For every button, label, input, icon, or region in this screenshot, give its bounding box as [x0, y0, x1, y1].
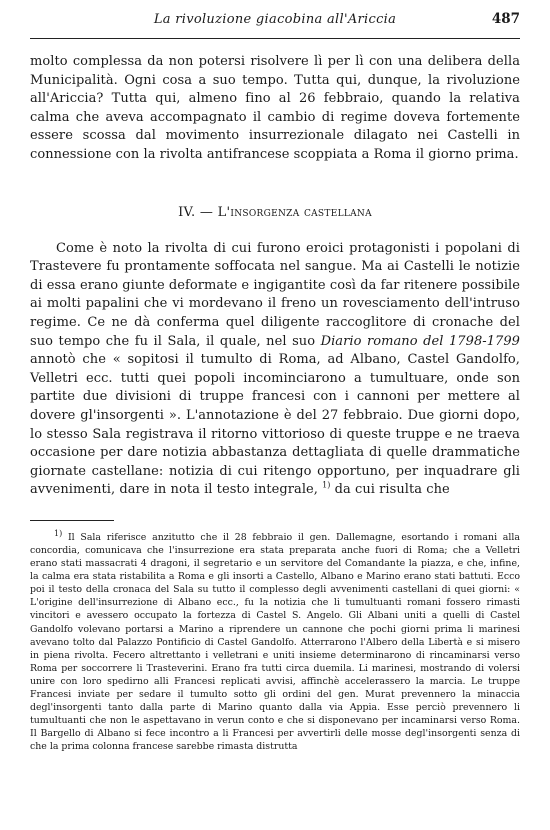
page-number: 487 — [491, 11, 520, 27]
section-title: L'insorgenza castellana — [217, 204, 372, 220]
footnote — [30, 528, 520, 754]
paragraph-text-2: annotò che « sopitosi il tumulto di Roma, ad Albano, Castel Gandolfo, Velletri ecc. tutti quei popoli incominciarono a tumultuare, onde son partite due divisioni di truppe francesi con i cannoni per mettere al dovere gl'insorgenti ». L'annotazione è del 27 febbraio. Due giorni dopo, lo stesso Sala registrava il ritorno vittorioso di queste truppe e ne traeva occasione per dare notizia abbastanza dettagliata di quelle drammatiche giornate castellane: notizia di cui ritengo opportuno, per inquadrare gli avvenimenti, dare in nota il testo integrale, — [30, 352, 520, 498]
diary-title: Diario romano del 1798-1799 — [320, 333, 520, 349]
paragraph-continued: molto complessa da non potersi risolvere lì per lì con una delibera della Municipalità. Ogni cosa a suo tempo. Tutta qui, dunque, la rivoluzione all'Ariccia? Tutta qui, almeno fino al 26 febbraio, quando la relativa calma che aveva accompagnato il cambio di regime doveva fortemente essere scossa dal movimento insurrezionale dilagato nei Castelli in connessione con la rivolta antifrancese scoppiata a Roma il giorno prima. — [30, 54, 520, 162]
running-title: La rivoluzione giacobina all'Ariccia — [153, 12, 397, 27]
page — [30, 0, 520, 753]
section-heading — [30, 205, 520, 220]
footnote-rule — [30, 520, 114, 521]
paragraph-text-3: da cui risulta che — [334, 482, 450, 498]
running-header — [30, 6, 520, 39]
footnote-reference[interactable]: 1) — [322, 480, 331, 490]
footnote-marker: 1) — [54, 528, 63, 538]
footnote-text: Il Sala riferisce anzitutto che il 28 febbraio il gen. Dallemagne, esortando i romani alla concordia, comunicava che l'insurrezione era stata preparata anche fuori di Roma; che a Velletri erano stati massacrati 4 dragoni, il segretario e un servitore del Comandante la piazza, e che, infine, la calma era stata ristabilita a Roma e gli insorti a Castello, Albano e Marino erano stati battuti. Ecco poi il testo della cronaca del Sala su tutto il complesso degli avvenimenti castellani di quei giorni: « L'origine dell'insurrezione di Albano ecc., fu la notizia che li tumultuanti romani fossero rimasti vincitori e avessero occupato la fortezza di Castel S. Angelo. Gli Albani uniti a quelli di Castel Gandolfo volevano portarsi a Marino a riprendere un cannone che pochi giorni prima li marinesi avevano tolto dal Palazzo Pontificio di Castel Gandolfo. Atterrarono l'Albero della Libertà e si misero in piena rivolta. Fecero altrettanto i velletrani e uniti insieme determinarono di rincaminarsi verso Roma per soccorrere li Trasteverini. Erano fra tutti circa duemila. Li marinesi, mostrando di volersi unire con loro spedirno alli Francesi replicati avvisi, affinchè accelerassero la marcia. Le truppe Francesi inviate per sedare il tumulto sotto gli ordini del gen. Murat prevennero la minaccia degl'insorgenti tanto dalla parte di Marino quanto dalla via Appia. Esse perciò prevennero li tumultuanti che non le aspettavano in verun conto e che si disponevano per incaminarsi verso Roma. Il Bargello di Albano si fece incontro a li Francesi per avvertirli delle mosse degl'insorgenti senza di che la prima colonna francese sarebbe rimasta distrutta — [30, 531, 520, 753]
paragraph-main — [30, 240, 520, 500]
section-number: IV. — — [178, 204, 214, 220]
paragraph-text-1: Come è noto la rivolta di cui furono eroici protagonisti i popolani di Trastevere fu prontamente soffocata nel sangue. Ma ai Castelli le notizie di essa erano giunte deformate e ingigantite così da far ritenere possibile ai molti papalini che vi mordevano il freno un rovesciamento dell'intruso regime. Ce ne dà conferma quel diligente raccoglitore di cronache del suo tempo che fu il Sala, il quale, nel suo — [30, 240, 520, 349]
